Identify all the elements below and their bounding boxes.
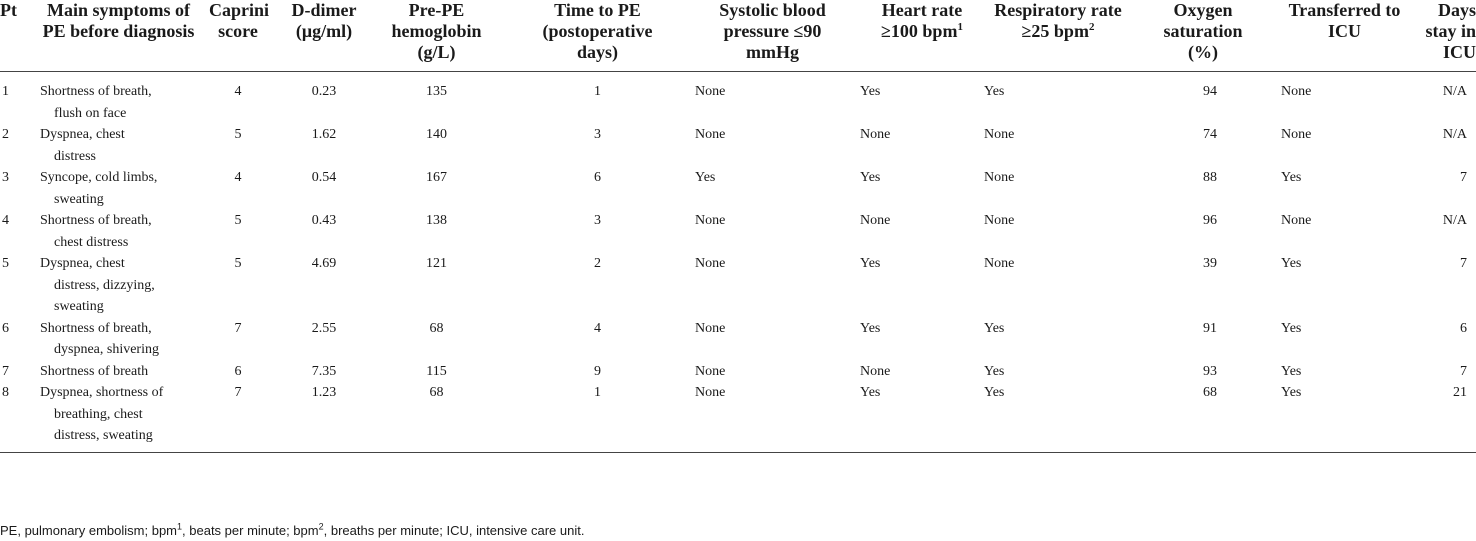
cell-ddimer: 7.35 bbox=[311, 363, 337, 379]
symptom-line: Shortness of breath bbox=[40, 363, 149, 379]
cell-symptoms bbox=[38, 72, 201, 125]
cell-o2: 74 bbox=[1203, 127, 1217, 142]
cell-days: 21 bbox=[1453, 385, 1467, 400]
header-rr-sup: 2 bbox=[1088, 21, 1095, 33]
cell-pt: 5 bbox=[2, 256, 9, 271]
cell-time: 1 bbox=[594, 84, 601, 99]
symptom-line: distress, dizzying, bbox=[54, 277, 155, 293]
header-rr-label: Respiratory rate ≥25 bpm bbox=[994, 0, 1122, 41]
cell-rr: Yes bbox=[984, 363, 1005, 379]
table-row bbox=[0, 382, 1476, 452]
cell-sbp: None bbox=[695, 363, 726, 379]
cell-pt: 6 bbox=[2, 320, 9, 336]
cell-caprini: 5 bbox=[234, 256, 242, 271]
cell-pt: 1 bbox=[2, 84, 9, 99]
table-body bbox=[0, 72, 1476, 453]
header-sbp: Systolic blood pressure ≤90 mmHg bbox=[719, 0, 826, 62]
header-hr-sup: 1 bbox=[957, 21, 963, 33]
cell-caprini: 4 bbox=[234, 84, 242, 99]
header-o2: Oxygen saturation (%) bbox=[1163, 0, 1243, 62]
header-hr bbox=[850, 0, 984, 72]
cell-pt: 2 bbox=[2, 127, 9, 142]
cell-time: 3 bbox=[594, 127, 601, 142]
symptom-line: Shortness of breath, bbox=[40, 320, 152, 336]
cell-ddimer: 1.62 bbox=[311, 127, 337, 142]
cell-hemoglobin: 68 bbox=[429, 385, 444, 400]
cell-icu: Yes bbox=[1281, 170, 1302, 185]
header-ddimer: D-dimer (μg/ml) bbox=[291, 0, 357, 41]
symptom-line: Shortness of breath, bbox=[40, 213, 152, 228]
cell-days: 7 bbox=[1460, 256, 1467, 271]
cell-symptoms bbox=[38, 124, 201, 167]
cell-time: 6 bbox=[594, 170, 601, 185]
symptom-line: Syncope, cold limbs, bbox=[40, 170, 158, 185]
footnote-part3: , breaths per minute; ICU, intensive care unit. bbox=[323, 523, 585, 538]
cell-ddimer: 1.23 bbox=[311, 385, 337, 400]
cell-symptoms bbox=[38, 361, 201, 383]
cell-ddimer: 4.69 bbox=[311, 256, 337, 271]
cell-icu: Yes bbox=[1281, 320, 1302, 336]
cell-hemoglobin: 135 bbox=[426, 84, 447, 99]
cell-ddimer: 0.54 bbox=[311, 170, 337, 185]
header-row bbox=[0, 0, 1476, 72]
cell-symptoms bbox=[38, 167, 201, 210]
cell-rr: None bbox=[984, 170, 1015, 185]
cell-hr: Yes bbox=[860, 84, 881, 99]
cell-days: N/A bbox=[1442, 213, 1467, 228]
cell-hr: Yes bbox=[860, 320, 881, 336]
cell-time: 4 bbox=[594, 320, 601, 336]
cell-sbp: None bbox=[695, 385, 726, 400]
cell-sbp: None bbox=[695, 320, 726, 336]
cell-rr: None bbox=[984, 213, 1015, 228]
cell-o2: 91 bbox=[1203, 320, 1217, 336]
table-row bbox=[0, 253, 1476, 318]
cell-o2: 93 bbox=[1203, 363, 1217, 379]
symptom-line: sweating bbox=[54, 191, 104, 207]
cell-sbp: None bbox=[695, 84, 726, 99]
cell-sbp: Yes bbox=[695, 170, 716, 185]
header-caprini: Caprini score bbox=[209, 0, 270, 41]
cell-icu: None bbox=[1281, 84, 1312, 99]
table-row bbox=[0, 361, 1476, 383]
table-row bbox=[0, 318, 1476, 361]
header-time: Time to PE (postoperative days) bbox=[542, 0, 653, 62]
cell-o2: 68 bbox=[1203, 385, 1217, 400]
header-hr-label: Heart rate ≥100 bpm bbox=[881, 0, 963, 41]
cell-icu: Yes bbox=[1281, 385, 1302, 400]
table-row bbox=[0, 210, 1476, 253]
symptom-line: breathing, chest bbox=[54, 406, 143, 422]
cell-rr: None bbox=[984, 127, 1015, 142]
cell-icu: None bbox=[1281, 127, 1312, 142]
symptom-line: flush on face bbox=[54, 105, 127, 121]
symptom-line: Dyspnea, shortness of bbox=[40, 385, 164, 400]
header-rr bbox=[984, 0, 1132, 72]
header-symptoms: Main symptoms of PE before diagnosis bbox=[42, 0, 195, 41]
cell-time: 2 bbox=[594, 256, 601, 271]
cell-sbp: None bbox=[695, 256, 726, 271]
symptom-line: distress, sweating bbox=[54, 428, 153, 443]
header-icu: Transferred to ICU bbox=[1288, 0, 1401, 41]
cell-pt: 7 bbox=[2, 363, 9, 379]
cell-time: 1 bbox=[594, 385, 601, 400]
cell-o2: 94 bbox=[1203, 84, 1217, 99]
cell-hemoglobin: 138 bbox=[426, 213, 447, 228]
cell-symptoms bbox=[38, 382, 201, 452]
cell-hr: None bbox=[860, 363, 891, 379]
cell-hemoglobin: 140 bbox=[426, 127, 447, 142]
symptom-line: Shortness of breath, bbox=[40, 84, 152, 99]
cell-o2: 88 bbox=[1203, 170, 1217, 185]
cell-days: 6 bbox=[1460, 320, 1467, 336]
cell-o2: 39 bbox=[1203, 256, 1217, 271]
symptom-line: Dyspnea, chest bbox=[40, 256, 125, 271]
cell-hr: Yes bbox=[860, 385, 881, 400]
cell-caprini: 4 bbox=[234, 170, 242, 185]
cell-rr: Yes bbox=[984, 385, 1005, 400]
cell-pt: 3 bbox=[2, 170, 9, 185]
symptom-line: distress bbox=[54, 148, 96, 164]
table-footnote bbox=[0, 523, 584, 538]
table-row bbox=[0, 167, 1476, 210]
symptom-line: chest distress bbox=[54, 234, 129, 250]
cell-o2: 96 bbox=[1203, 213, 1217, 228]
cell-sbp: None bbox=[695, 127, 726, 142]
cell-caprini: 5 bbox=[234, 127, 242, 142]
footnote-sup1: 1 bbox=[177, 521, 183, 532]
table-row bbox=[0, 124, 1476, 167]
symptom-line: sweating bbox=[54, 299, 104, 314]
cell-days: 7 bbox=[1460, 363, 1467, 379]
header-pt: Pt bbox=[0, 0, 17, 20]
cell-icu: Yes bbox=[1281, 363, 1302, 379]
cell-rr: Yes bbox=[984, 320, 1005, 336]
cell-hr: Yes bbox=[860, 256, 881, 271]
cell-ddimer: 0.23 bbox=[311, 84, 337, 99]
cell-symptoms bbox=[38, 318, 201, 361]
cell-caprini: 5 bbox=[234, 213, 242, 228]
footnote-part2: , beats per minute; bpm bbox=[182, 523, 319, 538]
cell-days: N/A bbox=[1442, 127, 1467, 142]
cell-symptoms bbox=[38, 210, 201, 253]
cell-days: N/A bbox=[1442, 84, 1467, 99]
cell-caprini: 7 bbox=[234, 320, 242, 336]
cell-hemoglobin: 68 bbox=[429, 320, 444, 336]
footnote-part1: PE, pulmonary embolism; bpm bbox=[0, 523, 178, 538]
cell-symptoms bbox=[38, 253, 201, 318]
cell-sbp: None bbox=[695, 213, 726, 228]
cell-ddimer: 2.55 bbox=[311, 320, 337, 336]
symptom-line: Dyspnea, chest bbox=[40, 127, 125, 142]
cell-hemoglobin: 121 bbox=[426, 256, 447, 271]
cell-hemoglobin: 167 bbox=[426, 170, 447, 185]
cell-rr: Yes bbox=[984, 84, 1005, 99]
cell-hr: Yes bbox=[860, 170, 881, 185]
cell-caprini: 6 bbox=[234, 363, 242, 379]
cell-hr: None bbox=[860, 127, 891, 142]
cell-pt: 8 bbox=[2, 385, 9, 400]
cell-caprini: 7 bbox=[234, 385, 242, 400]
cell-rr: None bbox=[984, 256, 1015, 271]
footnote-sup2: 2 bbox=[318, 521, 324, 532]
table-row bbox=[0, 72, 1476, 125]
cell-time: 9 bbox=[594, 363, 601, 379]
header-hemoglobin: Pre-PE hemoglobin (g/L) bbox=[391, 0, 482, 62]
cell-icu: Yes bbox=[1281, 256, 1302, 271]
symptom-line: dyspnea, shivering bbox=[54, 342, 159, 357]
cell-icu: None bbox=[1281, 213, 1312, 228]
cell-hr: None bbox=[860, 213, 891, 228]
cell-hemoglobin: 115 bbox=[426, 363, 447, 379]
header-days: Days stay in ICU bbox=[1425, 0, 1476, 62]
cell-days: 7 bbox=[1460, 170, 1467, 185]
cell-pt: 4 bbox=[2, 213, 9, 228]
cell-time: 3 bbox=[594, 213, 601, 228]
cell-ddimer: 0.43 bbox=[311, 213, 337, 228]
